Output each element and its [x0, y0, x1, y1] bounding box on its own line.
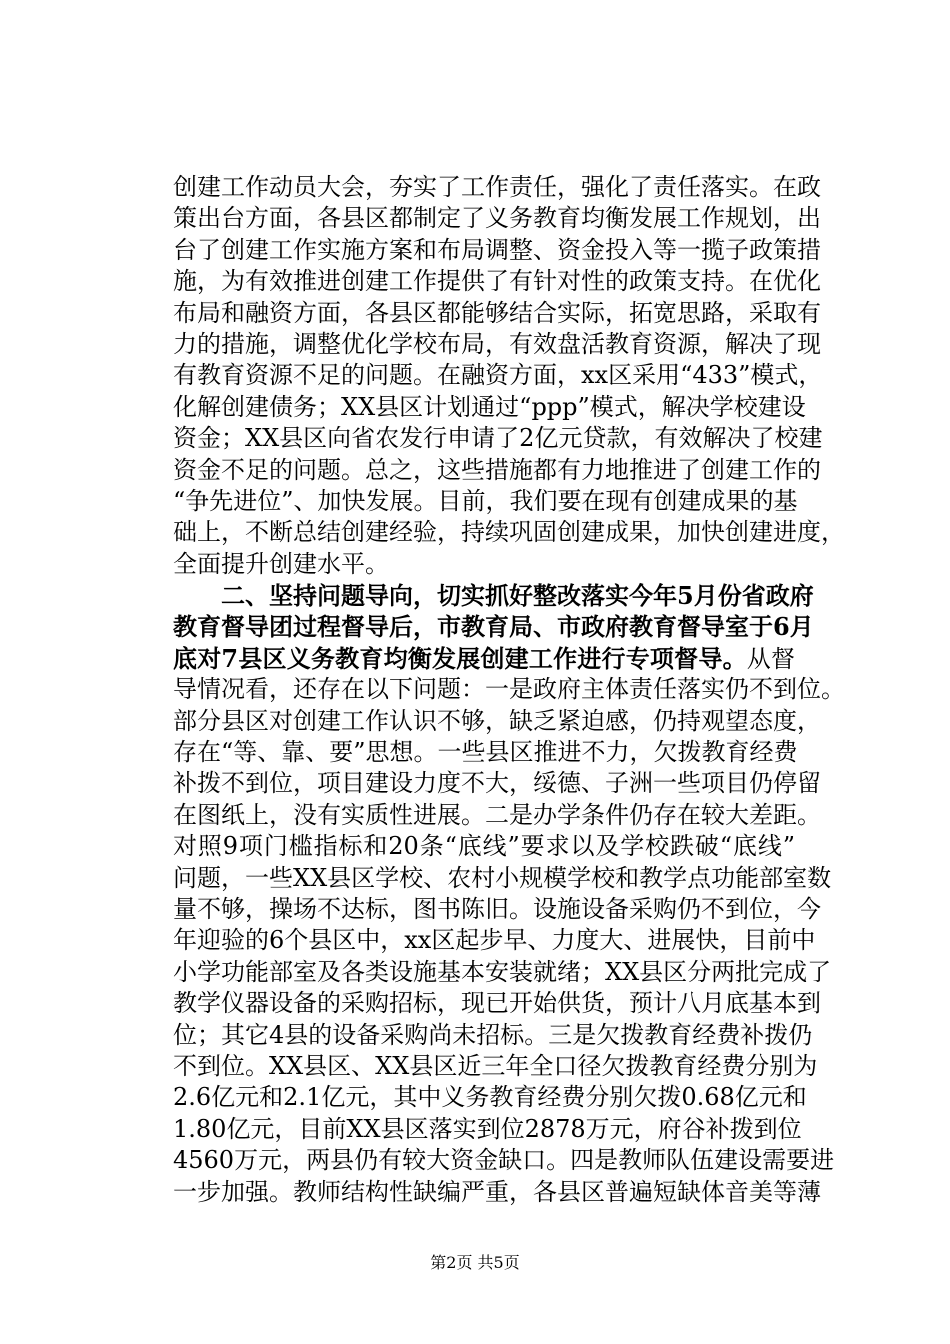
text-line: 位；其它4县的设备采购尚未招标。三是欠拨教育经费补拨仍	[173, 1020, 813, 1049]
text-line: 补拨不到位，项目建设力度不大，绥德、子洲一些项目仍停留	[173, 769, 821, 798]
text-line: 4560万元，两县仍有较大资金缺口。四是教师队伍建设需要进	[173, 1146, 835, 1175]
text-line: 问题，一些XX县区学校、农村小规模学校和教学点功能部室数	[173, 863, 832, 892]
page-number-footer: 第2页 共5页	[430, 1253, 520, 1272]
text-line: 有教育资源不足的问题。在融资方面，xx区采用“433”模式，	[173, 361, 823, 390]
section-heading-fragment: 底对7县区义务教育均衡发展创建工作进行专项督导。	[173, 643, 747, 673]
text-line: 在图纸上，没有实质性进展。二是办学条件仍存在较大差距。	[173, 800, 821, 829]
text-line: 资金；XX县区向省农发行申请了2亿元贷款，有效解决了校建	[173, 424, 823, 453]
section-heading-line: 教育督导团过程督导后，市教育局、市政府教育督导室于6月	[173, 612, 814, 642]
text-line: 部分县区对创建工作认识不够，缺乏紧迫感，仍持观望态度，	[173, 706, 821, 735]
text-line: 教学仪器设备的采购招标，现已开始供货，预计八月底基本到	[173, 989, 821, 1018]
mixed-line	[173, 643, 795, 674]
text-line: 2.6亿元和2.1亿元，其中义务教育经费分别欠拨0.68亿元和	[173, 1083, 807, 1112]
text-line: 年迎验的6个县区中，xx区起步早、力度大、进展快，目前中	[173, 926, 816, 955]
text-fragment: 从督	[746, 644, 796, 673]
text-line: 小学功能部室及各类设施基本安装就绪；XX县区分两批完成了	[173, 957, 832, 986]
text-line: 对照9项门槛指标和20条“底线”要求以及学校跌破“底线”	[173, 832, 795, 861]
text-line: 量不够，操场不达标，图书陈旧。设施设备采购仍不到位，今	[173, 894, 821, 923]
text-line: 化解创建债务；XX县区计划通过“ppp”模式，解决学校建设	[173, 392, 806, 421]
text-line: 资金不足的问题。总之，这些措施都有力地推进了创建工作的	[173, 455, 821, 484]
text-line: 存在“等、靠、要”思想。一些县区推进不力，欠拨教育经费	[173, 738, 798, 767]
text-line: 一步加强。教师结构性缺编严重，各县区普遍短缺体音美等薄	[173, 1177, 821, 1206]
text-line: 布局和融资方面，各县区都能够结合实际，拓宽思路，采取有	[173, 298, 821, 327]
document-body	[173, 172, 845, 1208]
text-line: “争先进位”、加快发展。目前，我们要在现有创建成果的基	[173, 486, 798, 515]
text-line: 力的措施，调整优化学校布局，有效盘活教育资源，解决了现	[173, 329, 821, 358]
text-line: 施，为有效推进创建工作提供了有针对性的政策支持。在优化	[173, 267, 821, 296]
text-line: 创建工作动员大会，夯实了工作责任，强化了责任落实。在政	[173, 173, 821, 201]
text-line: 策出台方面，各县区都制定了义务教育均衡发展工作规划，出	[173, 204, 821, 233]
text-line: 础上，不断总结创建经验，持续巩固创建成果，加快创建进度，	[173, 518, 845, 547]
text-line: 台了创建工作实施方案和布局调整、资金投入等一揽子政策措	[173, 235, 821, 264]
text-line: 全面提升创建水平。	[173, 549, 389, 578]
text-line: 1.80亿元，目前XX县区落实到位2878万元，府谷补拨到位	[173, 1114, 802, 1143]
text-line: 不到位。XX县区、XX县区近三年全口径欠拨教育经费分别为	[173, 1051, 818, 1080]
section-heading-line: 二、坚持问题导向，切实抓好整改落实今年5月份省政府	[173, 581, 814, 611]
text-line: 导情况看，还存在以下问题：一是政府主体责任落实仍不到位。	[173, 675, 845, 704]
